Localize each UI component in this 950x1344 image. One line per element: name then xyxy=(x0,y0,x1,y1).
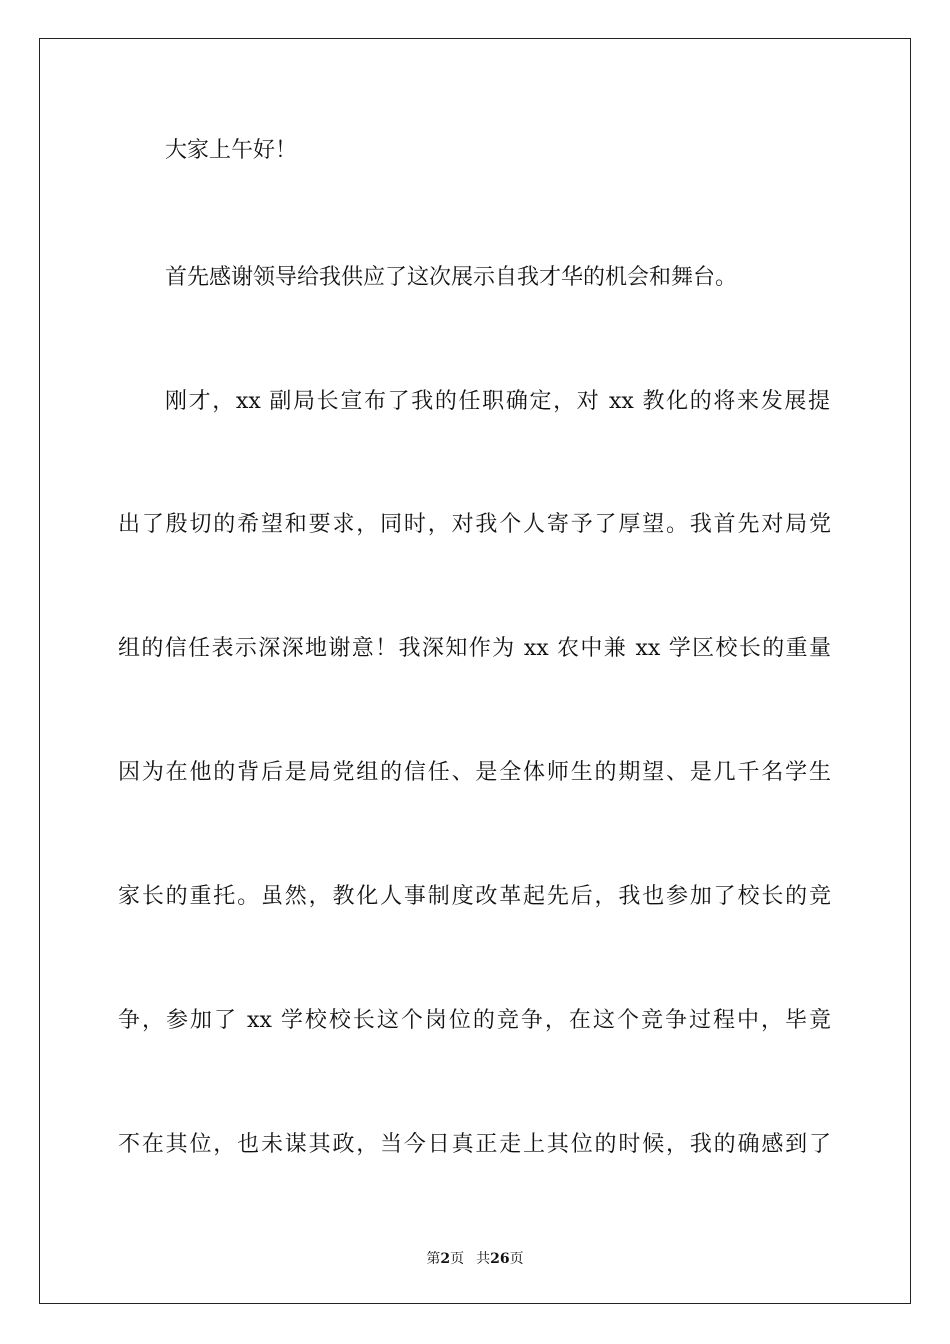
greeting-line: 大家上午好！ xyxy=(165,138,298,163)
page-number: 2 xyxy=(440,1251,451,1267)
page-border xyxy=(39,38,911,1304)
paragraph-line: 争，参加了 xx 学校校长这个岗位的竞争，在这个竞争过程中，毕竟 xyxy=(118,1008,831,1033)
paragraph-line: 出了殷切的希望和要求，同时，对我个人寄予了厚望。我首先对局党 xyxy=(118,512,831,537)
page-prefix: 第 xyxy=(426,1251,441,1267)
paragraph-line: 组的信任表示深深地谢意！我深知作为 xx 农中兼 xx 学区校长的重量 xyxy=(118,636,831,661)
paragraph-line: 首先感谢领导给我供应了这次展示自我才华的机会和舞台。 xyxy=(165,265,738,290)
paragraph-line: 刚才，xx 副局长宣布了我的任职确定，对 xx 教化的将来发展提 xyxy=(165,389,830,414)
page-suffix: 页 xyxy=(450,1251,465,1267)
paragraph-line: 不在其位，也未谋其政，当今日真正走上其位的时候，我的确感到了 xyxy=(118,1132,831,1157)
total-prefix: 共 xyxy=(476,1251,491,1267)
paragraph-line: 因为在他的背后是局党组的信任、是全体师生的期望、是几千名学生 xyxy=(118,760,831,785)
page-footer xyxy=(0,1248,950,1268)
paragraph-line: 家长的重托。虽然，教化人事制度改革起先后，我也参加了校长的竞 xyxy=(118,884,831,909)
total-pages: 26 xyxy=(490,1251,510,1267)
total-suffix: 页 xyxy=(509,1251,524,1267)
